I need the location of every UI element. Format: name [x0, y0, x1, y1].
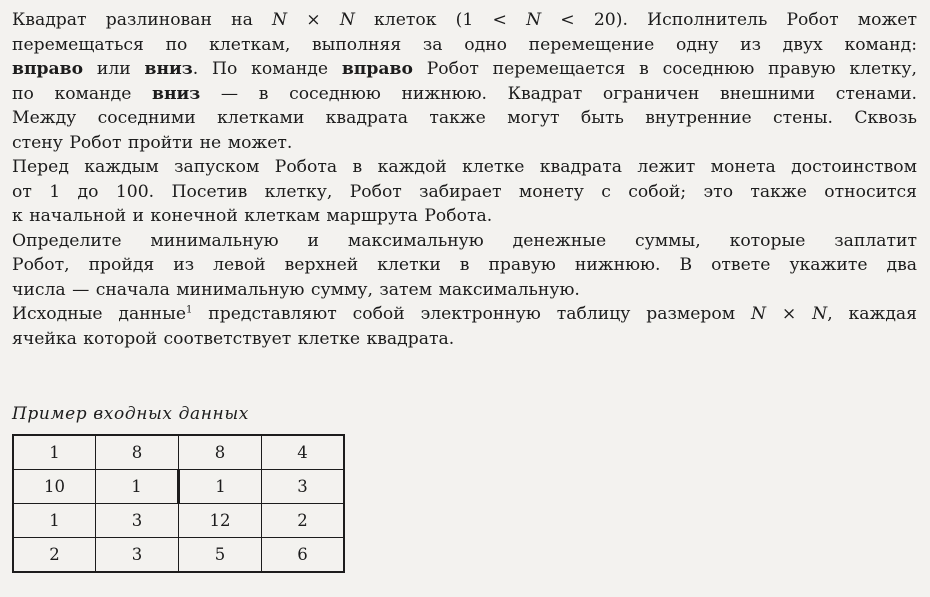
text-line: к начальной и конечной клеткам маршрута Робота.	[12, 206, 493, 226]
text-line: Определите минимальную и максимальную денежные суммы, которые заплатит	[12, 230, 917, 251]
text-line: Квадрат разлинован на N × N клеток (1 < N < 20). Исполнитель Робот может	[12, 10, 917, 30]
grid-cell: 6	[262, 538, 345, 573]
text-line: Робот, пройдя из левой верхней клетки в правую нижнюю. В ответе укажите два	[12, 255, 917, 275]
text-line: числа — сначала минимальную сумму, затем максимальную.	[12, 279, 580, 300]
table-row	[13, 435, 344, 470]
text-line: Исходные данные$^1$ представляют собой электронную таблицу размером N × N, каждая	[12, 304, 917, 324]
grid-cell: 12	[179, 504, 262, 538]
example-title: Пример входных данных	[12, 404, 249, 424]
text-line: Перед каждым запуском Робота в каждой клетке квадрата лежит монета достоинством	[12, 157, 917, 177]
grid-cell: 5	[179, 538, 262, 573]
table-row	[13, 470, 344, 504]
table-row	[13, 504, 344, 538]
table-row	[13, 538, 344, 573]
text-line: вправо или вниз. По команде вправо Робот перемещается в соседнюю правую клетку,	[12, 59, 917, 79]
text-line: перемещаться по клеткам, выполняя за одно перемещение одну из двух команд:	[12, 34, 917, 55]
paragraph-question	[12, 229, 917, 303]
grid-cell: 3	[262, 470, 345, 504]
paragraph-coins	[12, 155, 917, 229]
text-line: Между соседними клетками квадрата также могут быть внутренние стены. Сквозь	[12, 108, 917, 128]
grid-cell: 3	[96, 504, 179, 538]
text-line: от 1 до 100. Посетив клетку, Робот забирает монету с собой; это также относится	[12, 181, 917, 202]
grid-cell: 2	[262, 504, 345, 538]
task-text	[12, 8, 917, 351]
grid-cell: 1	[179, 470, 262, 504]
text-line: по команде вниз — в соседнюю нижнюю. Квадрат ограничен внешними стенами.	[12, 83, 917, 104]
example-grid	[12, 434, 345, 573]
grid-cell: 1	[13, 435, 96, 470]
grid-cell: 10	[13, 470, 96, 504]
paragraph-conditions	[12, 8, 917, 155]
text-line: ячейка которой соответствует клетке квадрата.	[12, 328, 455, 349]
grid-cell: 4	[262, 435, 345, 470]
grid-cell: 8	[179, 435, 262, 470]
grid-cell: 1	[13, 504, 96, 538]
grid-cell: 8	[96, 435, 179, 470]
text-line: стену Робот пройти не может.	[12, 132, 293, 153]
grid-cell: 2	[13, 538, 96, 573]
grid-cell: 3	[96, 538, 179, 573]
paragraph-input-data	[12, 302, 917, 351]
grid-cell: 1	[96, 470, 179, 504]
